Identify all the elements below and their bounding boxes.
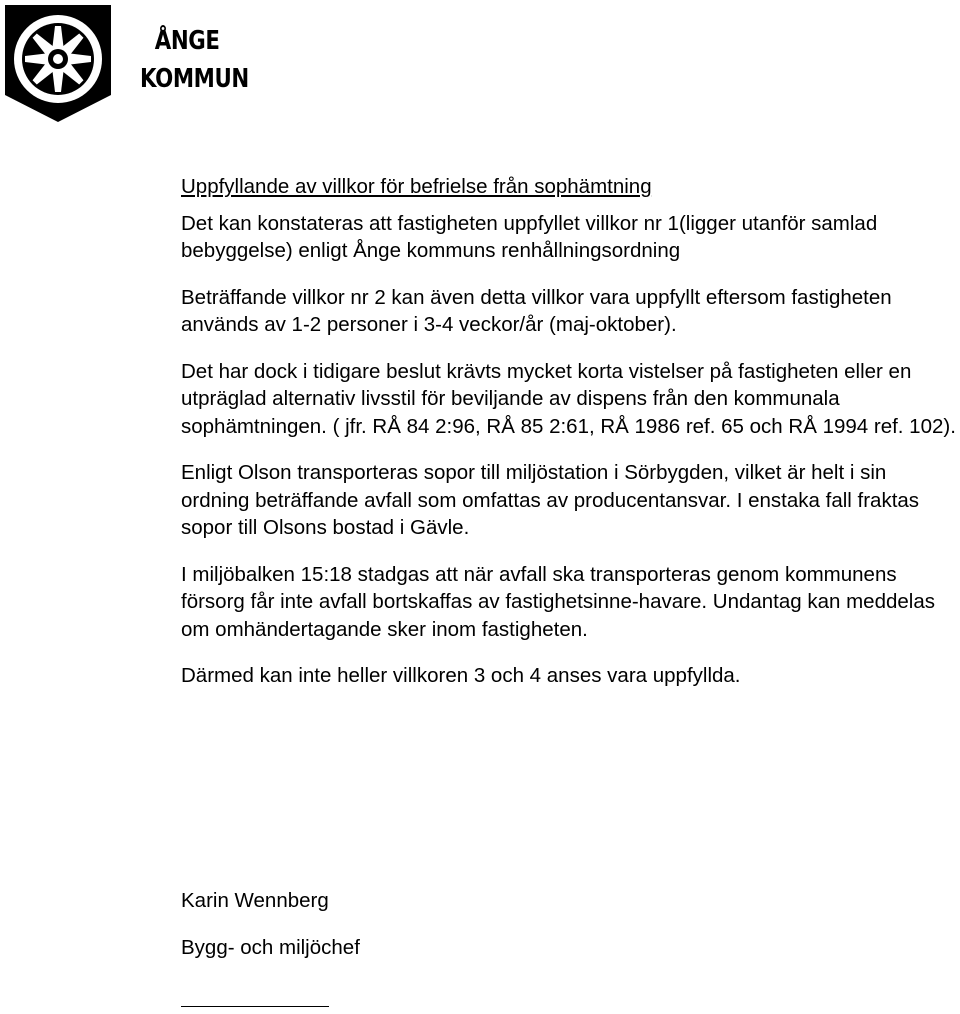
paragraph-olson-transport: Enligt Olson transporteras sopor till miljöstation i Sörbygden, vilket är helt i sin ordning beträffande avfall som omfattas av producentansvar. I enstaka fall fraktas sopor till Olsons bostad i Gävle. <box>181 461 920 539</box>
wheel-shield-icon <box>3 3 113 124</box>
document-heading: Uppfyllande av villkor för befrielse från sophämtning <box>181 175 652 198</box>
paragraph-conclusion: Därmed kan inte heller villkoren 3 och 4 anses vara uppfyllda. <box>181 664 741 687</box>
paragraph-miljobalken: I miljöbalken 15:18 stadgas att när avfall ska transporteras genom kommunens försorg får inte avfall bortskaffas av fastighetsinne-havare. Undantag kan meddelas om omhändertagande sker inom fastigheten. <box>181 562 935 641</box>
paragraph-condition-2: Beträffande villkor nr 2 kan även detta villkor vara uppfyllt eftersom fastigheten används av 1-2 personer i 3-4 veckor/år (maj-oktober). <box>181 285 892 336</box>
logo-line-kommun: KOMMUN <box>140 64 249 94</box>
logo-line-ange: ÅNGE <box>154 26 220 56</box>
signature-name: Karin Wennberg <box>181 889 329 912</box>
signature-title: Bygg- och miljöchef <box>181 936 360 959</box>
document-body <box>181 173 960 709</box>
paragraph-previous-decisions: Det har dock i tidigare beslut krävts mycket korta vistelser på fastigheten eller en utpräglad alternativ livsstil för beviljande av dispens från den kommunala sophämtningen. ( jfr. RÅ 84 2:96, RÅ 85 2:61, RÅ 1986 ref. 65 och RÅ 1994 ref. 102). <box>181 359 956 438</box>
signature-line <box>181 1006 329 1007</box>
paragraph-condition-1: Det kan konstateras att fastigheten uppfyllet villkor nr 1(ligger utanför samlad bebyggelse) enligt Ånge kommuns renhållningsordning <box>181 211 878 262</box>
logo-wordmark <box>140 22 249 98</box>
